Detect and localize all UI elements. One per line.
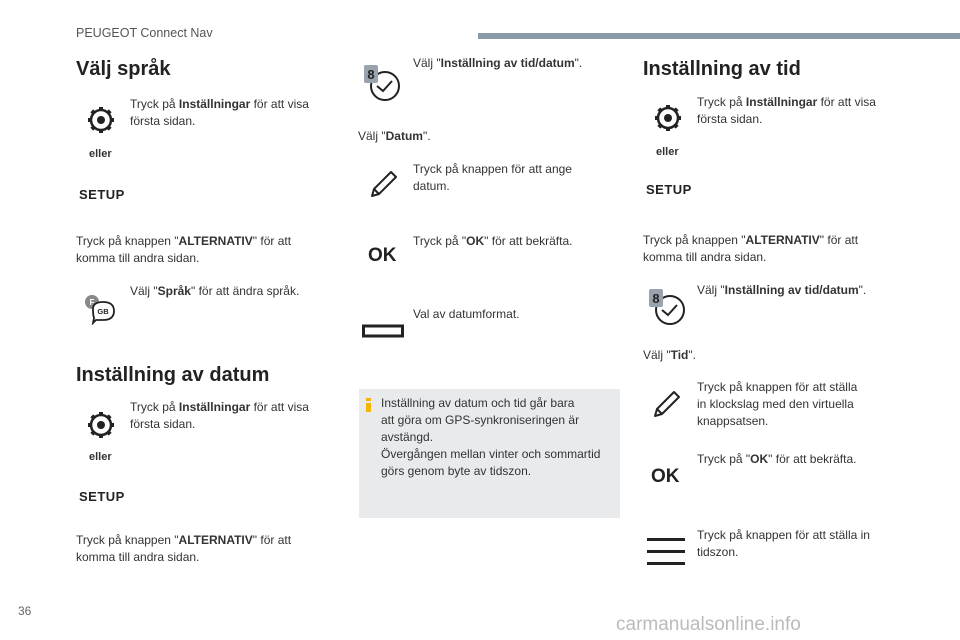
or-label: eller [89,451,112,463]
instruction-tap-settings: Tryck på Inställningar för att visa första sidan. [130,97,309,128]
instruction-select-time-date-2: Välj "Inställning av tid/datum". [697,283,867,297]
or-label: eller [656,146,679,158]
setup-button-label: SETUP [79,187,125,202]
page-number: 36 [18,604,32,618]
instruction-tap-settings-time: Tryck på Inställningar för att visa första sidan. [697,95,876,126]
info-note-text: Inställning av datum och tid går bara att göra om GPS-synkroniseringen är avstängd. Övergången mellan vinter och sommartid görs genom byte av tidszon. [381,396,601,478]
svg-text:8: 8 [652,291,660,306]
header-accent-bar [478,33,960,39]
setup-button-label: SETUP [79,489,125,504]
instruction-alternativ-time: Tryck på knappen "ALTERNATIV" för att komma till andra sidan. [643,233,859,264]
clock-calendar-icon [647,286,689,328]
instruction-confirm: Tryck på "OK" för att bekräfta. [413,234,573,248]
pen-edit-icon [649,388,683,422]
or-label: eller [89,148,112,160]
heading-time-setting: Inställning av tid [643,58,801,80]
pen-edit-icon [366,168,400,202]
date-format-bar-icon [362,323,404,339]
heading-date-setting: Inställning av datum [76,364,270,386]
instruction-confirm-time: Tryck på "OK" för att bekräfta. [697,452,857,466]
instruction-alternativ-date: Tryck på knappen "ALTERNATIV" för att komma till andra sidan. [76,533,292,564]
instruction-alternativ: Tryck på knappen "ALTERNATIV" för att komma till andra sidan. [76,234,292,265]
ok-button-label: OK [368,245,397,266]
svg-text:F: F [89,298,95,307]
heading-select-language: Välj språk [76,58,171,80]
settings-gear-icon [86,105,116,135]
instruction-set-timezone: Tryck på knappen för att ställa in tidszon. [697,528,870,559]
settings-gear-icon [653,103,683,133]
watermark-text: carmanualsonline.info [616,614,801,635]
clock-calendar-icon [362,62,404,104]
instruction-date-format: Val av datumformat. [413,307,520,321]
svg-text:8: 8 [367,67,375,82]
ok-button-label: OK [651,466,680,487]
instruction-select-date: Välj "Datum". [358,129,431,143]
setup-button-label: SETUP [646,182,692,197]
instruction-select-language: Välj "Språk" för att ändra språk. [130,284,300,298]
svg-text:GB: GB [97,307,109,316]
timezone-menu-icon [647,536,685,568]
settings-gear-icon [86,410,116,440]
instruction-select-time-date: Välj "Inställning av tid/datum". [413,56,583,70]
document-header-title: PEUGEOT Connect Nav [76,26,213,40]
instruction-enter-date: Tryck på knappen för att ange datum. [413,162,572,193]
instruction-set-clock: Tryck på knappen för att ställa in klockslag med den virtuella knappsatsen. [697,380,858,428]
instruction-select-time: Välj "Tid". [643,348,696,362]
instruction-tap-settings-date: Tryck på Inställningar för att visa första sidan. [130,400,309,431]
info-icon [366,398,371,412]
language-flag-icon [83,293,119,325]
